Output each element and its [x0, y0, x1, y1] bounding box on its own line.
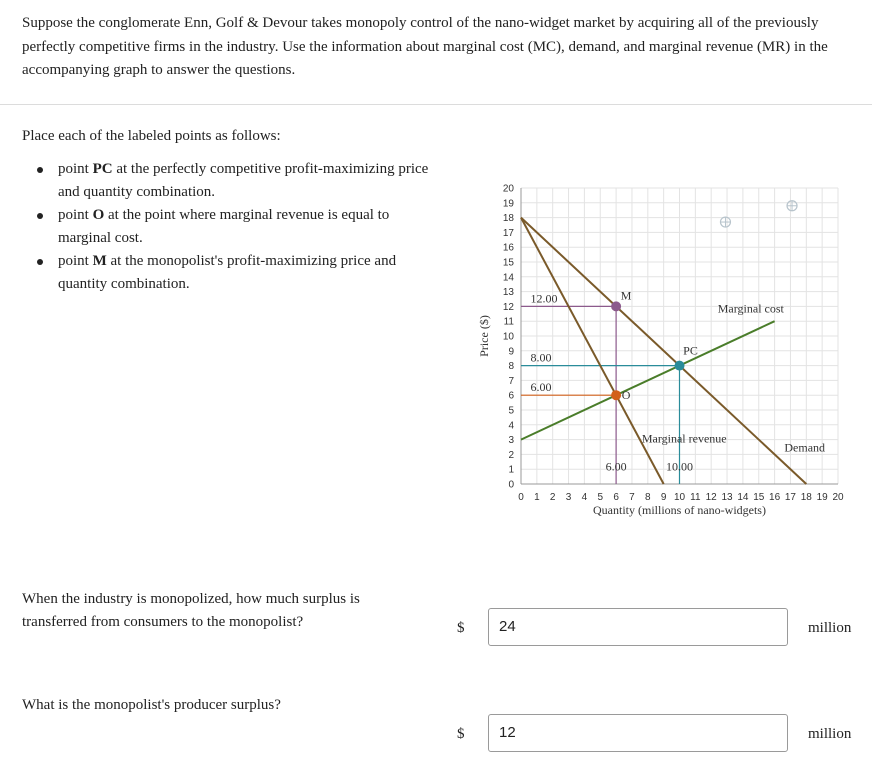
question-2-text: What is the monopolist's producer surplus? — [22, 697, 281, 713]
value-annotation: 10.00 — [666, 459, 693, 474]
point-label: O — [92, 207, 105, 223]
y-tick-label: 15 — [502, 257, 514, 269]
y-tick-label: 0 — [508, 479, 514, 491]
y-tick-label: 2 — [508, 449, 514, 461]
intro-text: Suppose the conglomerate Enn, Golf & Devour takes monopoly control of the nano-widget market by acquiring all of the previously perfectly competitive firms in the industry. Use the information about marginal cost (MC), demand, and marginal revenue (MR) in the accompanying graph to answer the questions. — [22, 15, 828, 78]
series-label: Marginal revenue — [641, 431, 727, 446]
y-tick-label: 16 — [502, 242, 514, 254]
x-tick-label: 7 — [629, 492, 635, 503]
x-tick-label: 16 — [769, 492, 781, 503]
x-tick-label: 13 — [721, 492, 733, 503]
producer-surplus-input[interactable]: 12 — [488, 714, 788, 752]
y-tick-label: 13 — [502, 287, 514, 299]
y-tick-label: 3 — [508, 435, 514, 447]
x-tick-label: 1 — [534, 492, 540, 503]
y-tick-label: 6 — [508, 390, 514, 402]
unit-label: million — [808, 620, 852, 636]
point-marker-pc — [675, 361, 685, 371]
unit-label: million — [808, 726, 852, 742]
y-tick-label: 12 — [502, 301, 514, 313]
value-annotation: 6.00 — [605, 459, 627, 474]
x-tick-label: 20 — [832, 492, 844, 503]
currency-symbol: $ — [457, 726, 465, 742]
point-marker-o — [611, 390, 621, 400]
y-tick-label: 5 — [508, 405, 514, 417]
x-tick-label: 15 — [753, 492, 765, 503]
series-label: Demand — [784, 440, 826, 455]
y-tick-label: 19 — [502, 198, 514, 210]
x-tick-label: 12 — [705, 492, 717, 503]
y-tick-label: 11 — [503, 316, 514, 328]
x-axis-label: Quantity (millions of nano-widgets) — [593, 503, 766, 517]
list-item: point M at the monopolist's profit-maximizing price and quantity combination. — [22, 250, 442, 296]
series-label: Marginal cost — [717, 301, 784, 316]
value-annotation: 6.00 — [530, 380, 552, 395]
currency-symbol: $ — [457, 620, 465, 636]
x-tick-label: 3 — [565, 492, 572, 503]
instructions-text: Place each of the labeled points as follows: — [22, 128, 281, 144]
y-tick-label: 20 — [502, 183, 514, 195]
x-tick-label: 19 — [816, 492, 828, 503]
list-item: point PC at the perfectly competitive profit-maximizing price and quantity combination. — [22, 158, 442, 204]
y-axis-label: Price ($) — [477, 315, 491, 357]
y-tick-label: 10 — [502, 331, 514, 343]
y-tick-label: 17 — [502, 227, 514, 239]
y-tick-label: 7 — [508, 375, 514, 387]
x-tick-label: 6 — [613, 492, 619, 503]
x-tick-label: 11 — [690, 492, 701, 503]
y-tick-label: 1 — [508, 464, 514, 476]
x-tick-label: 17 — [784, 492, 797, 503]
list-item: point O at the point where marginal revenue is equal to marginal cost. — [22, 204, 442, 250]
y-tick-label: 9 — [508, 346, 514, 358]
value-annotation: 8.00 — [530, 350, 552, 365]
x-tick-label: 0 — [518, 492, 524, 503]
x-tick-label: 10 — [673, 492, 686, 503]
consumer-surplus-transfer-input[interactable]: 24 — [488, 608, 788, 646]
point-marker-m — [611, 301, 621, 311]
x-tick-label: 4 — [581, 492, 588, 503]
point-label: M — [92, 253, 107, 269]
x-tick-label: 5 — [597, 492, 604, 503]
y-tick-label: 8 — [508, 361, 514, 373]
value-annotation: 12.00 — [530, 291, 558, 306]
point-label: PC — [683, 343, 698, 358]
x-tick-label: 9 — [660, 492, 667, 503]
point-label: PC — [92, 161, 113, 177]
question-1-text: When the industry is monopolized, how much surplus is transferred from consumers to the monopolist? — [22, 591, 360, 630]
point-label: O — [621, 388, 631, 403]
x-tick-label: 2 — [549, 492, 556, 503]
point-label: M — [620, 288, 632, 303]
x-tick-label: 18 — [800, 492, 812, 503]
y-tick-label: 14 — [502, 272, 514, 284]
y-tick-label: 18 — [502, 213, 514, 225]
x-tick-label: 8 — [645, 492, 651, 503]
x-tick-label: 14 — [737, 492, 749, 503]
y-tick-label: 4 — [508, 420, 514, 432]
